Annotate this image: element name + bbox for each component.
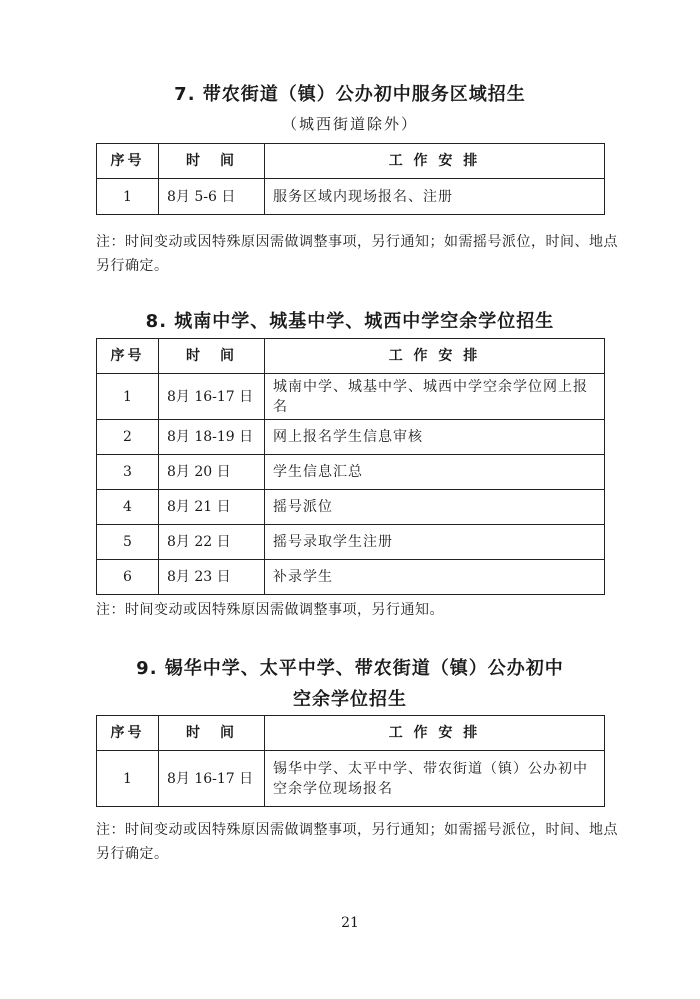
cell-num: 1: [97, 751, 159, 807]
cell-time: 8月 16-17 日: [159, 374, 265, 420]
header-num: 序号: [97, 144, 159, 179]
cell-num: 3: [97, 455, 159, 490]
table-row: [97, 525, 605, 560]
section-8-title: 8. 城南中学、城基中学、城西中学空余学位招生: [145, 311, 555, 332]
cell-num: 6: [97, 560, 159, 595]
table-row: [97, 455, 605, 490]
header-num: 序号: [97, 716, 159, 751]
table-row: [97, 751, 605, 807]
cell-task: 服务区域内现场报名、注册: [265, 179, 605, 215]
cell-task: 锡华中学、太平中学、带农街道（镇）公办初中空余学位现场报名: [265, 751, 605, 807]
table-header-row: [97, 144, 605, 179]
table-header-row: [97, 339, 605, 374]
section-9-table: [96, 715, 605, 807]
cell-task: 补录学生: [265, 560, 605, 595]
table-row: [97, 490, 605, 525]
header-time: 时 间: [159, 339, 265, 374]
header-task: 工 作 安 排: [265, 339, 605, 374]
cell-num: 1: [97, 374, 159, 420]
table-row: [97, 179, 605, 215]
section-8-table: [96, 338, 605, 595]
header-time: 时 间: [159, 716, 265, 751]
section-9-title-line1: 9. 锡华中学、太平中学、带农街道（镇）公办初中: [136, 658, 564, 679]
cell-time: 8月 16-17 日: [159, 751, 265, 807]
header-task: 工 作 安 排: [265, 144, 605, 179]
table-row: [97, 374, 605, 420]
cell-task: 摇号录取学生注册: [265, 525, 605, 560]
cell-task: 学生信息汇总: [265, 455, 605, 490]
cell-num: 4: [97, 490, 159, 525]
cell-num: 1: [97, 179, 159, 215]
section-8-note: 注：时间变动或因特殊原因需做调整事项，另行通知。: [96, 602, 444, 618]
cell-time: 8月 21 日: [159, 490, 265, 525]
table-row: [97, 560, 605, 595]
section-7-table: [96, 143, 605, 215]
header-time: 时 间: [159, 144, 265, 179]
cell-time: 8月 22 日: [159, 525, 265, 560]
section-9-title-line2: 空余学位招生: [293, 689, 407, 710]
cell-num: 5: [97, 525, 159, 560]
cell-task: 摇号派位: [265, 490, 605, 525]
table-row: [97, 420, 605, 455]
cell-time: 8月 20 日: [159, 455, 265, 490]
section-7-subtitle: （城西街道除外）: [281, 115, 418, 133]
cell-time: 8月 18-19 日: [159, 420, 265, 455]
cell-task: 城南中学、城基中学、城西中学空余学位网上报名: [265, 374, 605, 420]
header-task: 工 作 安 排: [265, 716, 605, 751]
cell-time: 8月 5-6 日: [159, 179, 265, 215]
section-9-note: 注：时间变动或因特殊原因需做调整事项，另行通知；如需摇号派位，时间、地点另行确定。: [96, 822, 618, 862]
cell-time: 8月 23 日: [159, 560, 265, 595]
section-7-note: 注：时间变动或因特殊原因需做调整事项，另行通知；如需摇号派位，时间、地点另行确定。: [96, 234, 618, 274]
section-7-title: 7. 带农街道（镇）公办初中服务区域招生: [174, 84, 526, 105]
cell-num: 2: [97, 420, 159, 455]
cell-task: 网上报名学生信息审核: [265, 420, 605, 455]
table-header-row: [97, 716, 605, 751]
page-number: 21: [341, 915, 359, 931]
header-num: 序号: [97, 339, 159, 374]
